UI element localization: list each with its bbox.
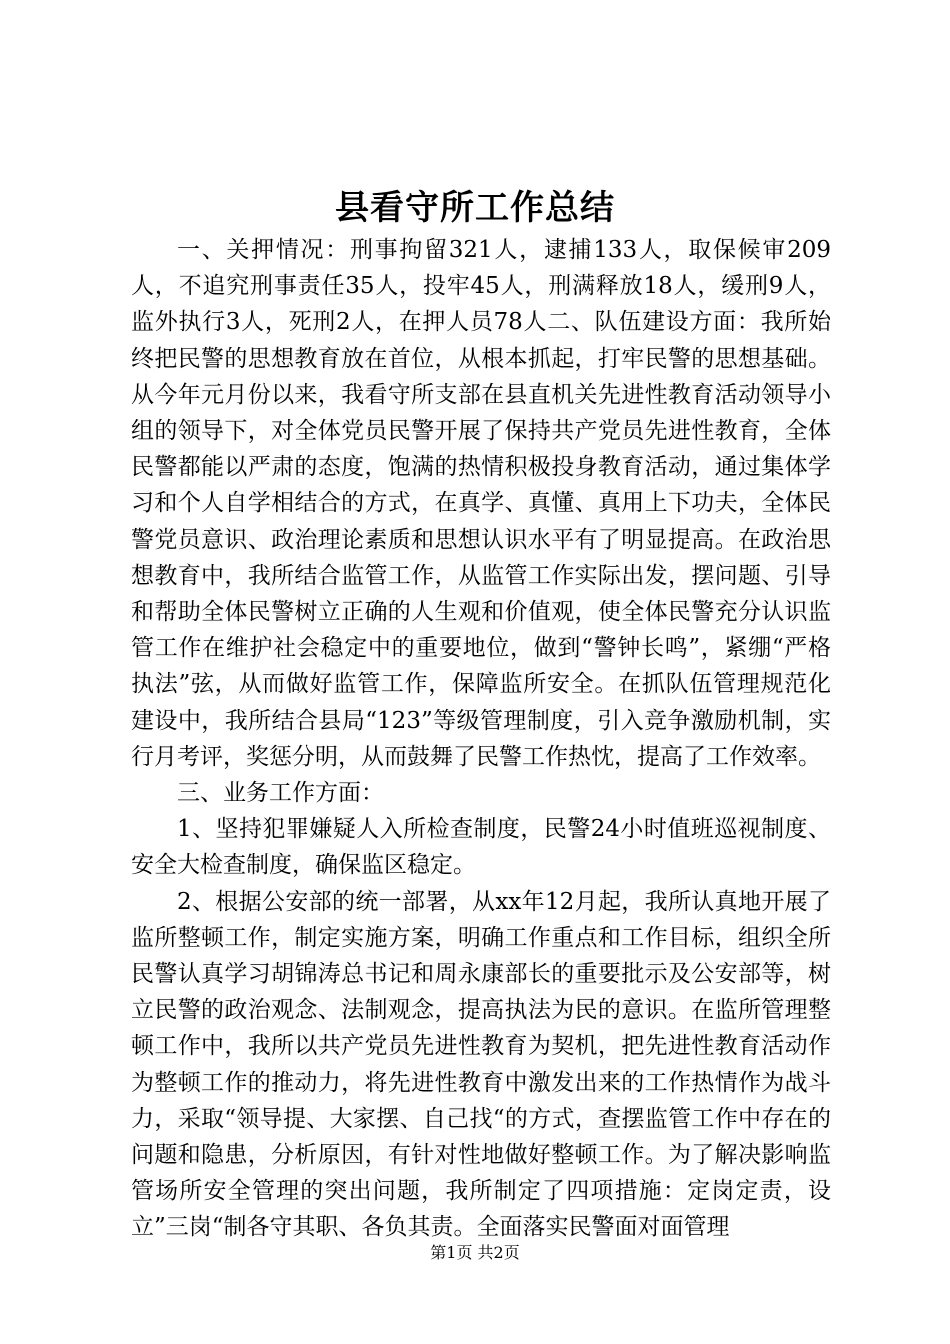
page-number-footer: 第1页 共2页 bbox=[430, 1243, 520, 1262]
paragraph-business-heading: 三、业务工作方面： bbox=[177, 780, 384, 807]
paragraph-detention-and-team: 一、关押情况：刑事拘留321人，逮捕133人，取保候审209人，不追究刑事责任35人，投牢45人，刑满释放18人，缓刑9人，监外执行3人，死刑2人，在押人员78人二、队伍建设方面：我所始终把民警的思想教育放在首位，从根本抓起，打牢民警的思想基础。从今年元月份以来，我看守所支部在县直机关先进性教育活动领导小组的领导下，对全体党员民警开展了保持共产党员先进性教育，全体民警都能以严肃的态度，饱满的热情积极投身教育活动，通过集体学习和个人自学相结合的方式，在真学、真懂、真用上下功夫，全体民警党员意识、政治理论素质和思想认识水平有了明显提高。在政治思想教育中，我所结合监管工作，从监管工作实际出发，摆问题、引导和帮助全体民警树立正确的人生观和价值观，使全体民警充分认识监管工作在维护社会稳定中的重要地位，做到“警钟长鸣”，紧绷“严格执法”弦，从而做好监管工作，保障监所安全。在抓队伍管理规范化建设中，我所结合县局“123”等级管理制度，引入竞争激励机制，实行月考评，奖惩分明，从而鼓舞了民警工作热忱，提高了工作效率。 bbox=[131, 237, 831, 770]
paragraph-item-2: 2、根据公安部的统一部署，从xx年12月起，我所认真地开展了监所整顿工作，制定实施方案，明确工作重点和工作目标，组织全所民警认真学习胡锦涛总书记和周永康部长的重要批示及公安部等，树立民警的政治观念、法制观念，提高执法为民的意识。在监所管理整顿工作中，我所以共产党员先进性教育为契机，把先进性教育活动作为整顿工作的推动力，将先进性教育中激发出来的工作热情作为战斗力，采取“领导提、大家摆、自己找“的方式，查摆监管工作中存在的问题和隐患，分析原因，有针对性地做好整顿工作。为了解决影响监管场所安全管理的突出问题，我所制定了四项措施：定岗定责，设立”三岗“制各守其职、各负其责。全面落实民警面对面管理 bbox=[131, 888, 831, 1241]
document-body bbox=[131, 232, 831, 1246]
document-title: 县看守所工作总结 bbox=[335, 188, 615, 228]
paragraph-item-1: 1、坚持犯罪嫌疑人入所检查制度，民警24小时值班巡视制度、安全大检查制度，确保监区稳定。 bbox=[131, 816, 831, 879]
